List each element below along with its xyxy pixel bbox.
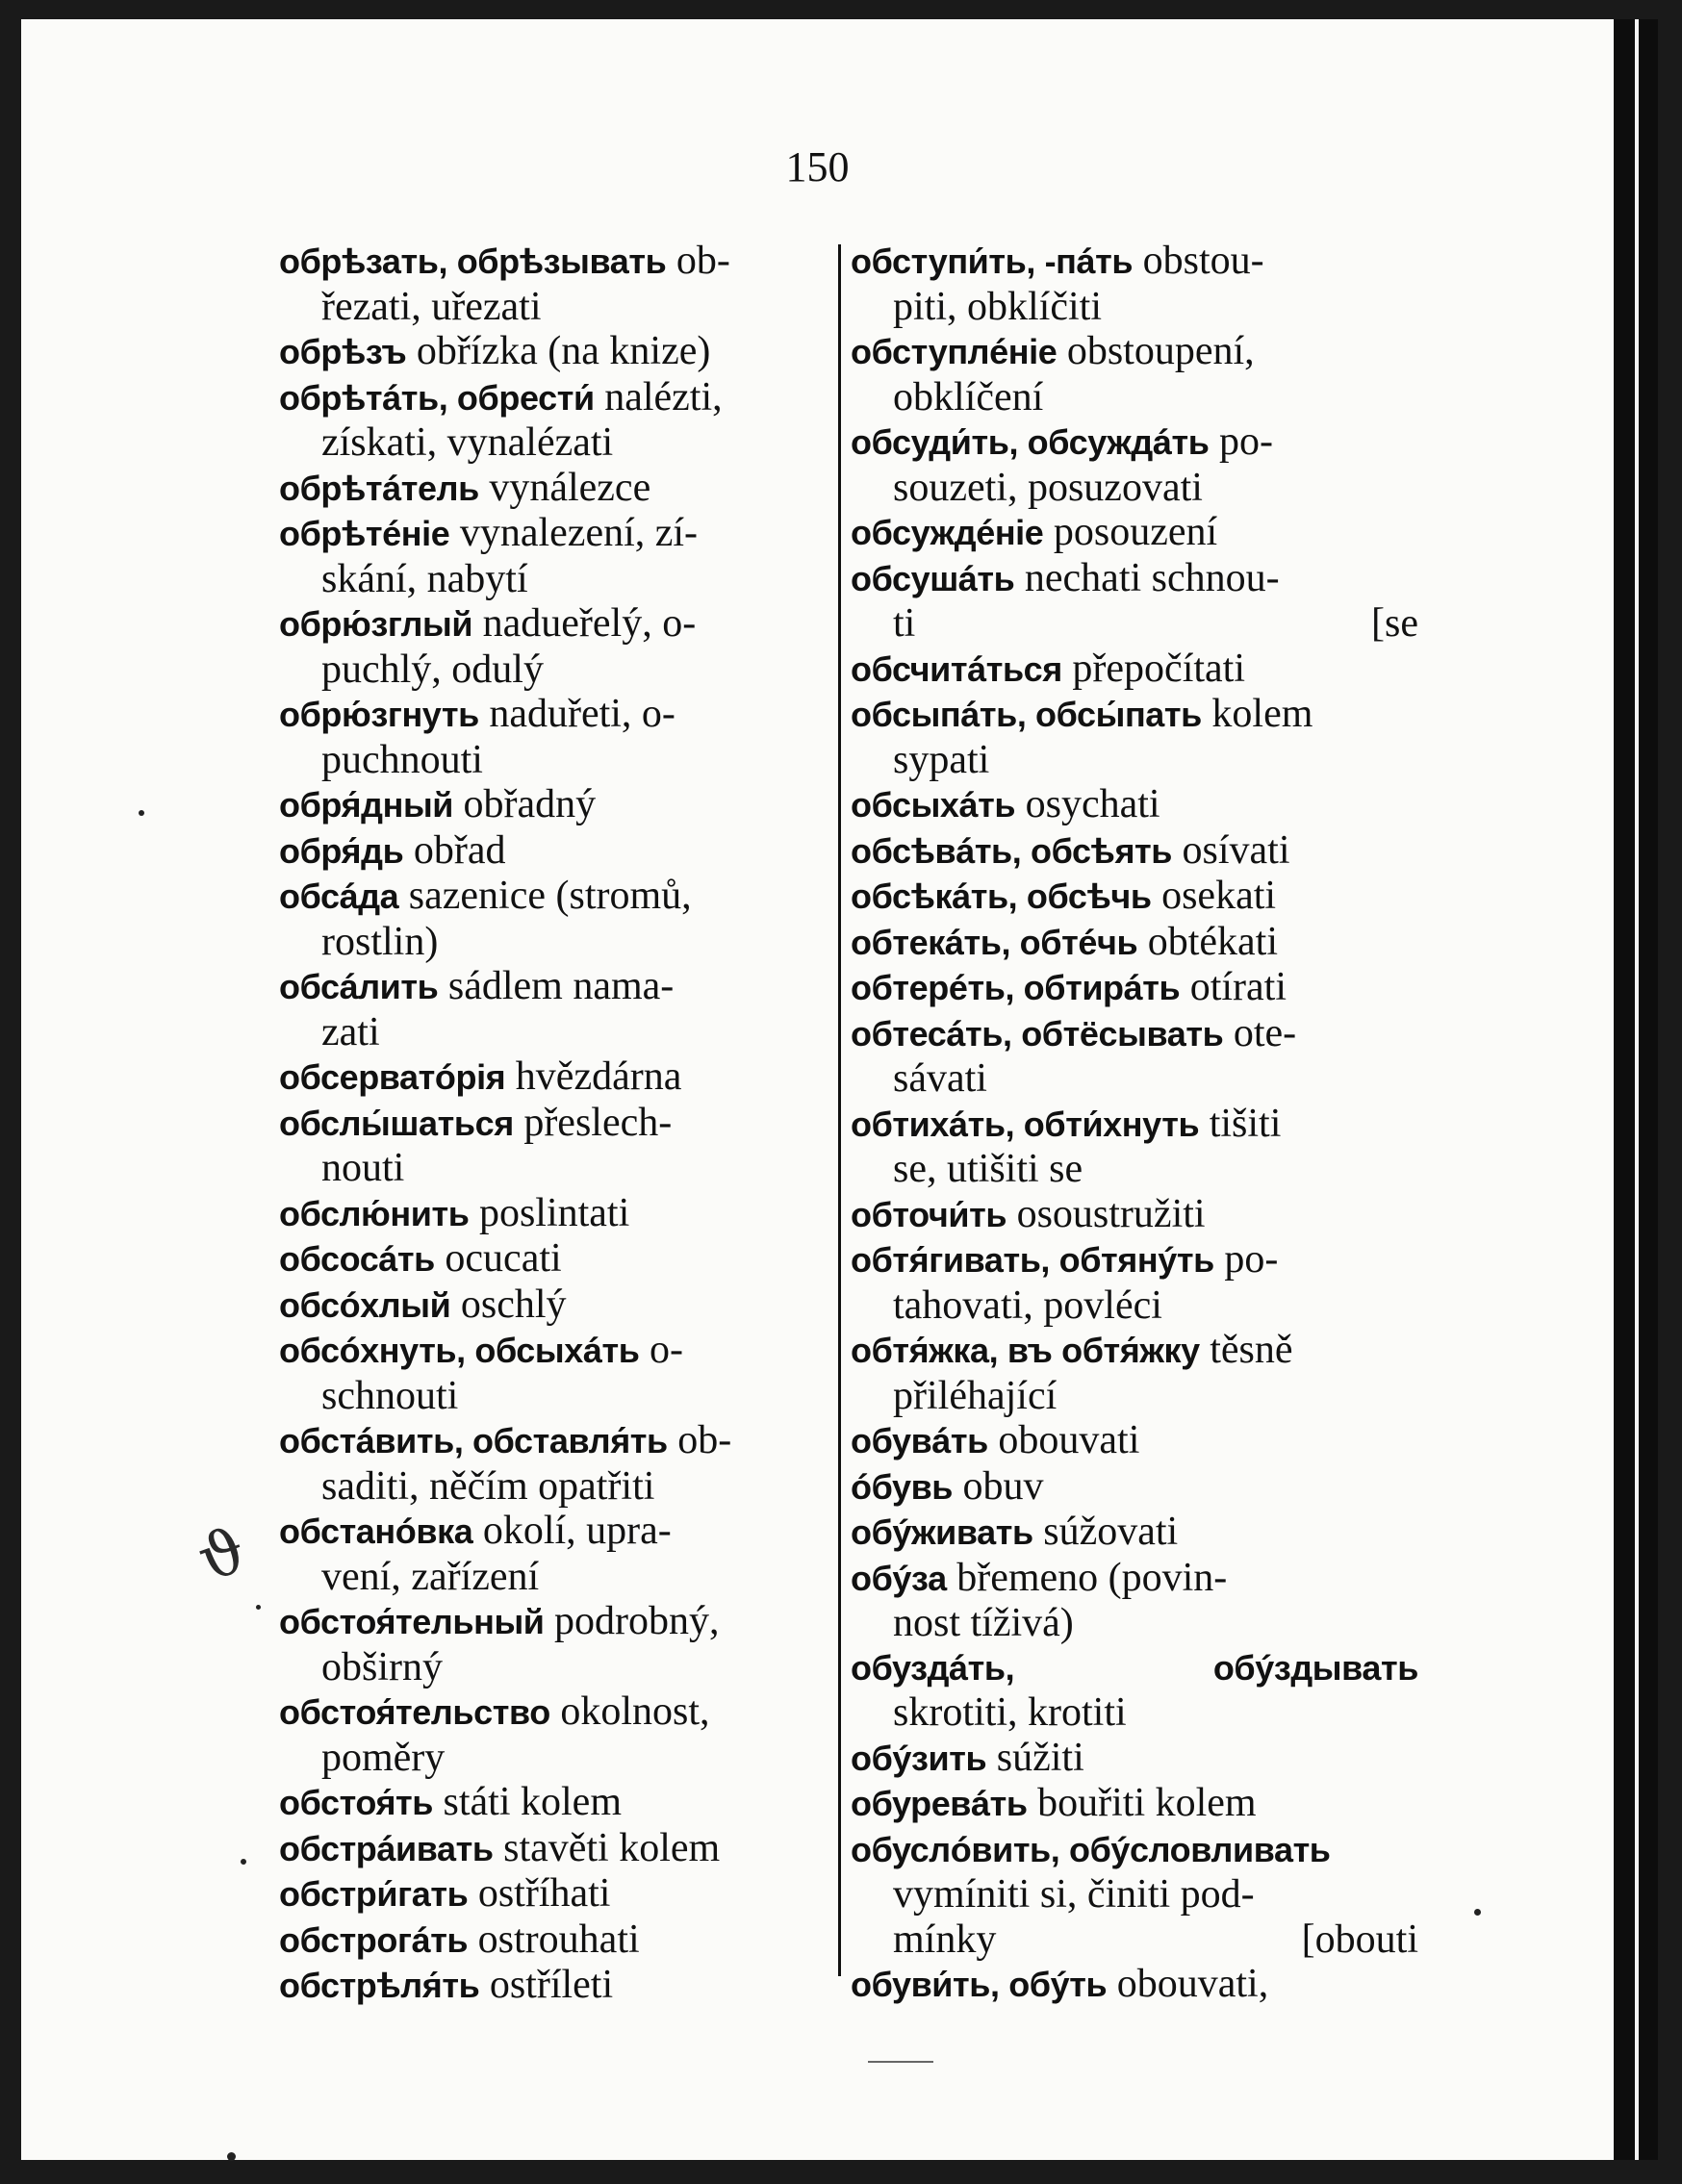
definition-text: posouzení (1043, 510, 1218, 554)
headword: обсáлить (279, 967, 439, 1006)
definition-text: nechati schnou- (1014, 555, 1280, 600)
definition-text: o- (639, 1328, 683, 1372)
entry-line (279, 1054, 837, 1101)
definition-text: piti, obklíčiti (893, 284, 1102, 329)
entry-line (279, 511, 837, 557)
dictionary-entry (851, 329, 1418, 419)
headword: óбувь (851, 1466, 954, 1507)
headword: обуздáть, (851, 1647, 1015, 1688)
headword: обсосáть (279, 1239, 435, 1279)
entry-line (279, 692, 837, 738)
definition-text: ote- (1223, 1010, 1297, 1055)
entry-line (279, 920, 837, 965)
headword: обстри́гать (279, 1874, 469, 1914)
headword: обýздывать (1212, 1647, 1418, 1688)
dictionary-entry (851, 510, 1418, 556)
headword: обсóхнуть, обсыхáть (279, 1331, 640, 1370)
headword: обуви́ть, обýть (851, 1965, 1108, 2004)
definition-text: sypati (893, 737, 990, 782)
entry-line (851, 692, 1418, 738)
dictionary-entry (851, 874, 1418, 920)
dictionary-entry (279, 1328, 837, 1418)
headword: обсыхáть (851, 785, 1016, 825)
headword: обсерватóрiя (279, 1057, 506, 1097)
dictionary-entry (851, 828, 1418, 875)
definition-text: poměry (321, 1735, 446, 1780)
definition-text: okolnost, (549, 1689, 710, 1734)
definition-text: súžovati (1032, 1510, 1179, 1554)
smudge-line (868, 2061, 933, 2063)
definition-text: obouvati (987, 1418, 1140, 1462)
dictionary-entry (851, 1827, 1418, 1963)
definition-text: stavěti kolem (493, 1825, 721, 1870)
dictionary-entry (279, 1418, 837, 1509)
headword: обрю́зглый (279, 604, 473, 644)
entry-line (851, 965, 1418, 1011)
definition-text: přeslech- (513, 1100, 673, 1145)
entry-line (851, 1011, 1418, 1057)
headword: обрѣтáть, обрести́ (279, 377, 595, 418)
dictionary-entry (279, 375, 837, 466)
dictionary-entry (279, 1101, 837, 1191)
dictionary-entry (851, 692, 1418, 782)
definition-text: sazenice (stromů, (398, 874, 692, 918)
dictionary-entry (279, 1599, 837, 1689)
dictionary-entry (279, 1963, 837, 2009)
definition-text: státi kolem (433, 1780, 622, 1824)
entry-line (851, 1374, 1418, 1419)
entry-line (851, 1646, 1418, 1691)
definition-text: poslintati (469, 1190, 630, 1235)
entry-line (851, 601, 1418, 647)
definition-text: obstoupení, (1057, 329, 1255, 373)
dictionary-entry (279, 1917, 837, 1964)
headword: обрѣтáтель (279, 468, 479, 508)
headword: обслю́нить (279, 1193, 470, 1233)
dictionary-entry (279, 1509, 837, 1599)
entry-line (279, 1464, 837, 1510)
entry-line (851, 738, 1418, 783)
headword: обстоя́ть (279, 1783, 434, 1822)
column-divider (838, 244, 841, 1976)
headword: обтесáть, обтёсывать (851, 1013, 1224, 1054)
entry-line (851, 1283, 1418, 1329)
dictionary-entry (279, 511, 837, 601)
entry-line (851, 1827, 1418, 1873)
entry-line (279, 285, 837, 330)
dictionary-entry (279, 782, 837, 828)
dictionary-entry (851, 1102, 1418, 1192)
definition-text: souzeti, posuzovati (893, 465, 1203, 510)
definition-text: bouřiti kolem (1027, 1781, 1257, 1825)
headword: обсѣкáть, обсѣчь (851, 876, 1152, 916)
entry-line (279, 1282, 837, 1329)
headword: обувáть (851, 1421, 988, 1460)
definition-text: puchnouti (321, 737, 483, 782)
entry-line (851, 920, 1418, 966)
entry-line (279, 1328, 837, 1374)
entry-line (279, 964, 837, 1010)
dictionary-entry (851, 647, 1418, 693)
dictionary-entry (851, 1011, 1418, 1102)
dictionary-entry (851, 1464, 1418, 1511)
headword: обря́дный (279, 785, 454, 825)
dictionary-entry (279, 692, 837, 782)
definition-text: břemeno (povin- (946, 1555, 1228, 1600)
definition-text: osoustružiti (1007, 1191, 1206, 1236)
entry-line (279, 1509, 837, 1555)
definition-text: nouti (321, 1146, 405, 1190)
entry-line (851, 1690, 1418, 1736)
definition-text: ostrouhati (468, 1917, 640, 1962)
definition-text: vynálezce (478, 465, 651, 510)
entry-line (851, 1510, 1418, 1556)
entry-line (279, 1826, 837, 1872)
entry-line (279, 1917, 837, 1964)
definition-text: oschlý (450, 1282, 567, 1327)
definition-text: osívati (1172, 827, 1290, 873)
entry-line (279, 1689, 837, 1736)
speck (1474, 1909, 1481, 1916)
dictionary-entry (279, 964, 837, 1054)
definition-text: získati, vynalézati (321, 420, 614, 465)
headword: обточи́ть (851, 1194, 1007, 1234)
entry-line (851, 828, 1418, 875)
headword: обсóхлый (279, 1284, 451, 1325)
definition-text: tišiti (1199, 1101, 1282, 1146)
entry-line (279, 828, 837, 875)
dictionary-entry (851, 1328, 1418, 1418)
dictionary-entry (279, 1826, 837, 1872)
definition-text: ostříhati (468, 1871, 611, 1916)
headword: обрю́згнуть (279, 695, 479, 734)
definition-text: nalézti, (594, 374, 723, 419)
overflow-text: [se (1371, 601, 1418, 646)
definition-text: sádlem nama- (438, 964, 675, 1008)
entry-line (279, 1963, 837, 2009)
dictionary-page (21, 19, 1614, 2160)
definition-text: obtékati (1137, 919, 1278, 964)
entry-line (279, 782, 837, 828)
entry-line (851, 1147, 1418, 1192)
entry-line (279, 1871, 837, 1917)
definition-text: vení, zařízení (321, 1554, 540, 1599)
headword: обтекáть, обтéчь (851, 922, 1138, 962)
entry-line (851, 1962, 1418, 2008)
headword: обуревáть (851, 1784, 1028, 1823)
entry-line (851, 1601, 1418, 1646)
entry-line (851, 1781, 1418, 1827)
headword: обступи́ть, -пáть (851, 241, 1134, 281)
entry-line (851, 1872, 1418, 1917)
dictionary-entry (279, 874, 837, 964)
overflow-text: [obouti (1301, 1917, 1418, 1962)
entry-line (279, 1780, 837, 1826)
entry-line (851, 375, 1418, 420)
headword: обýживать (851, 1512, 1033, 1552)
entry-line (851, 647, 1418, 693)
speck (256, 1605, 261, 1610)
definition-text: řezati, uřezati (321, 284, 542, 329)
dictionary-entry (279, 1236, 837, 1282)
headword: обтя́жка, въ обтя́жку (851, 1331, 1200, 1370)
entry-line (279, 601, 837, 648)
entry-line (279, 375, 837, 421)
entry-line (279, 1736, 837, 1781)
dictionary-entry (851, 1962, 1418, 2008)
definition-text: obširný (321, 1644, 443, 1689)
definition-text: obouvati, (1107, 1962, 1269, 2006)
right-column (851, 239, 1418, 2008)
definition-text: přiléhající (893, 1373, 1058, 1418)
entry-line (851, 239, 1418, 285)
entry-line (279, 738, 837, 783)
definition-text: obuv (953, 1463, 1044, 1509)
headword: обстрогáть (279, 1919, 469, 1960)
entry-line (851, 1102, 1418, 1148)
definition-text: skrotiti, krotiti (893, 1690, 1127, 1735)
definition-text: přepočítati (1061, 646, 1246, 691)
dictionary-entry (851, 1418, 1418, 1464)
speck (139, 810, 144, 816)
dictionary-entry (851, 1781, 1418, 1827)
headword: обсуди́ть, обсуждáть (851, 422, 1210, 462)
entry-line (279, 1599, 837, 1645)
definition-text: otírati (1180, 965, 1287, 1009)
speck (241, 1859, 246, 1865)
entry-line (851, 1917, 1418, 1963)
definition-text: obstou- (1133, 239, 1264, 283)
entry-line (279, 1374, 837, 1419)
definition-text: naduřeti, o- (478, 692, 675, 736)
entry-line (851, 556, 1418, 602)
entry-line (851, 510, 1418, 556)
dictionary-entry (851, 1192, 1418, 1238)
definition-text: těsně (1199, 1328, 1293, 1372)
headword: обступлéнiе (851, 332, 1058, 371)
definition-text: vynalezení, zí- (449, 511, 699, 555)
entry-line (279, 1191, 837, 1237)
definition-text: se, utišiti se (893, 1147, 1083, 1191)
dictionary-entry (279, 1689, 837, 1780)
definition-text: ti (893, 601, 916, 646)
headword: обслы́шаться (279, 1103, 514, 1143)
dictionary-entry (279, 1871, 837, 1917)
entry-line (279, 466, 837, 512)
headword: обстрáивать (279, 1828, 494, 1868)
definition-text: puchlý, odulý (321, 647, 544, 692)
definition-text: obřad (403, 827, 506, 873)
headword: обтерéть, обтирáть (851, 968, 1181, 1007)
definition-text: ostříleti (479, 1963, 614, 2007)
headword: обтихáть, обти́хнуть (851, 1104, 1200, 1144)
entry-line (279, 1645, 837, 1690)
entry-line (279, 1236, 837, 1282)
definition-text: osychati (1015, 782, 1160, 826)
entry-line (851, 1192, 1418, 1238)
headword: обсушáть (851, 558, 1015, 598)
page-number: 150 (785, 143, 850, 190)
definition-text: po- (1209, 419, 1273, 464)
dictionary-entry (279, 1780, 837, 1826)
definition-text: mínky (893, 1917, 997, 1962)
definition-text: ob- (667, 1418, 732, 1462)
definition-text: nost tíživá) (893, 1601, 1074, 1645)
pencil-mark: ϑ (189, 1514, 256, 1597)
headword: обуслóвить, обýсловливать (851, 1829, 1331, 1869)
entry-line (279, 239, 837, 285)
definition-text: ocucati (434, 1236, 562, 1281)
dictionary-entry (279, 239, 837, 329)
definition-text: vymíniti si, činiti pod- (893, 1872, 1255, 1917)
entry-line (279, 1146, 837, 1191)
definition-text: osekati (1151, 874, 1277, 918)
dictionary-entry (279, 828, 837, 875)
headword: обстоя́тельство (279, 1692, 550, 1732)
definition-text: saditi, něčím opatřiti (321, 1463, 655, 1509)
definition-text: súžiti (986, 1735, 1084, 1780)
headword: обря́дь (279, 830, 404, 871)
entry-line (851, 419, 1418, 466)
entry-line (279, 1101, 837, 1147)
definition-text: ob- (666, 239, 730, 283)
headword: обýзить (851, 1738, 987, 1778)
dictionary-entry (851, 1556, 1418, 1646)
headword: обсуждéнiе (851, 513, 1044, 552)
entry-line (279, 1010, 837, 1055)
headword: обсѣвáть, обсѣять (851, 830, 1173, 871)
headword: обрѣтéнiе (279, 514, 450, 553)
definition-text: hvězdárna (505, 1054, 682, 1099)
headword: обсыпáть, обсы́пать (851, 695, 1202, 734)
entry-line (279, 329, 837, 375)
speck (227, 2152, 236, 2161)
definition-text: okolí, upra- (472, 1509, 672, 1553)
dictionary-entry (851, 1237, 1418, 1328)
dictionary-entry (851, 239, 1418, 329)
next-page-edge (1614, 19, 1658, 2160)
entry-line (851, 1736, 1418, 1782)
definition-text: sávati (893, 1056, 987, 1101)
definition-text: obklíčení (893, 374, 1044, 419)
dictionary-entry (279, 329, 837, 375)
entry-line (851, 1237, 1418, 1283)
definition-text: tahovati, povléci (893, 1282, 1162, 1328)
dictionary-entry (851, 782, 1418, 828)
entry-line (279, 874, 837, 920)
headword: обсáда (279, 876, 399, 916)
dictionary-entry (279, 1191, 837, 1237)
entry-line (851, 1056, 1418, 1102)
entry-line (279, 648, 837, 693)
definition-text: po- (1213, 1237, 1279, 1282)
dictionary-entry (851, 1646, 1418, 1736)
definition-text: zati (321, 1009, 380, 1054)
entry-line (279, 1555, 837, 1600)
entry-line (851, 1464, 1418, 1511)
entry-line (279, 420, 837, 466)
entry-line (851, 285, 1418, 330)
dictionary-entry (851, 965, 1418, 1011)
headword: обстáвить, обставля́ть (279, 1421, 668, 1460)
entry-line (851, 466, 1418, 511)
entry-line (851, 1328, 1418, 1374)
dictionary-entry (279, 466, 837, 512)
definition-text: kolem (1201, 692, 1313, 736)
entry-line (851, 874, 1418, 920)
dictionary-entry (279, 1054, 837, 1101)
entry-line (279, 557, 837, 602)
dictionary-entry (851, 556, 1418, 647)
dictionary-entry (851, 419, 1418, 510)
dictionary-entry (279, 1282, 837, 1329)
left-column (279, 239, 837, 2009)
headword: обстоя́тельный (279, 1602, 545, 1641)
headword: обстанóвка (279, 1511, 473, 1551)
dictionary-entry (279, 601, 837, 692)
definition-text: podrobný, (544, 1599, 720, 1643)
definition-text: nadueřelý, o- (472, 601, 697, 646)
headword: обрѣзъ (279, 332, 407, 371)
definition-text: skání, nabytí (321, 556, 528, 601)
dictionary-entry (851, 1510, 1418, 1556)
definition-text: rostlin) (321, 919, 439, 964)
entry-line (851, 782, 1418, 828)
entry-line (851, 1556, 1418, 1602)
headword: обýза (851, 1558, 947, 1598)
definition-text: obřadný (453, 782, 597, 826)
headword: обрѣзать, обрѣзывать (279, 241, 667, 281)
dictionary-entry (851, 1736, 1418, 1782)
headword: обстрѣля́ть (279, 1966, 480, 2005)
headword: обсчитáться (851, 648, 1062, 689)
entry-line (279, 1418, 837, 1464)
definition-text: schnouti (321, 1373, 459, 1418)
entry-line (851, 1418, 1418, 1464)
dictionary-entry (851, 920, 1418, 966)
headword: обтя́гивать, обтянýть (851, 1240, 1214, 1280)
definition-text: obřízka (na knize) (406, 329, 711, 373)
entry-line (851, 329, 1418, 375)
